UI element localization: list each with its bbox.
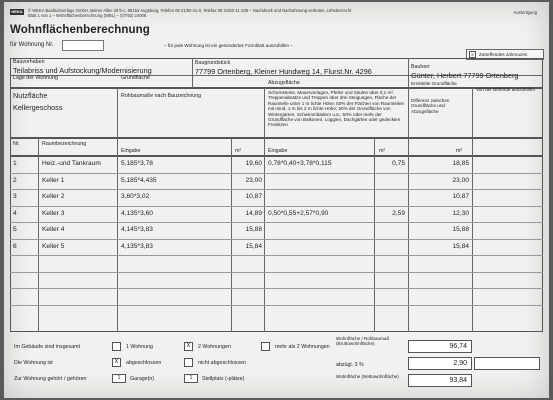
mark-applicable-label: Zutreffendes ankreuzen xyxy=(479,52,528,57)
differenz-label: Differenz zwischen Grundfläche und Abzugsfläche xyxy=(411,98,450,114)
bauvorhaben-value: Teilabriss und Aufstockung/Modernisierung xyxy=(13,66,152,75)
option-mehr-label: mehr als 2 Wohnungen xyxy=(275,344,330,350)
table-cell-ergebnis: 15,84 xyxy=(452,243,469,250)
table-cell-raum: Keller 2 xyxy=(42,193,65,200)
abzug-value: 2,90 xyxy=(408,357,472,370)
table-cell-eingabe: 4,135*3,83 xyxy=(121,243,153,250)
table-cell-ergebnis: 18,85 xyxy=(452,160,469,167)
form-instruction: – für jede Wohnung ist ein gesondertes Formblatt auszufüllen – xyxy=(164,43,293,48)
option-2-wohnungen-label: 2 Wohnungen xyxy=(198,344,231,350)
nicht-abgeschlossen-checkbox[interactable] xyxy=(184,358,193,367)
nicht-abgeschlossen-label: nicht abgeschlossen xyxy=(198,360,246,366)
garagen-label: Garage(n) xyxy=(130,376,155,382)
garagen-count-field[interactable]: 1 xyxy=(112,374,126,383)
lage-label: Lage der Wohnung xyxy=(13,75,58,81)
publisher-logo: HEKA xyxy=(11,9,23,14)
table-cell-m2: 14,89 xyxy=(245,210,262,217)
table-cell-abzug_m2: 2,59 xyxy=(392,210,405,217)
row-divider xyxy=(10,239,543,240)
behoerde-field[interactable] xyxy=(474,357,540,370)
bauvorhaben-label: Bauvorhaben xyxy=(13,59,45,65)
col-eingabe-header: Eingabe xyxy=(121,148,141,154)
table-cell-m2: 15,88 xyxy=(245,226,262,233)
form-sheet xyxy=(4,2,549,398)
table-cell-ergebnis: 10,87 xyxy=(452,193,469,200)
table-cell-raum: Keller 3 xyxy=(42,210,65,217)
table-cell-m2: 10,87 xyxy=(245,193,262,200)
table-cell-nr: 1 xyxy=(13,160,17,167)
publisher-info xyxy=(28,8,408,18)
table-cell-nr: 5 xyxy=(13,226,17,233)
copy-label: Ausfertigung xyxy=(513,10,537,15)
table-cell-raum: Keller 1 xyxy=(42,177,65,184)
row-divider xyxy=(10,189,543,190)
table-cell-abzug: 0,50*0,55+2,57*0,90 xyxy=(268,210,329,217)
table-cell-raum: Keller 4 xyxy=(42,226,65,233)
flat-number-label: für Wohnung Nr. xyxy=(10,42,54,48)
table-cell-eingabe: 5,185*4,435 xyxy=(121,177,157,184)
table-cell-eingabe: 3,60*3,02 xyxy=(121,193,150,200)
gebaeude-label: Im Gebäude sind insgesamt xyxy=(14,344,80,350)
row-divider xyxy=(10,288,543,289)
sheet-line: Blatt 1 von 1 – Wohnflächenberechnung (WBL) – (07/92) 24006 xyxy=(28,13,147,18)
row-divider xyxy=(10,173,543,174)
option-2-wohnungen-checkbox[interactable]: X xyxy=(184,342,193,351)
col-nr-header: Nr. xyxy=(13,141,20,147)
row-divider xyxy=(10,206,543,207)
form-title: Wohnflächenberechnung xyxy=(10,24,150,36)
netto-value: 93,84 xyxy=(408,374,472,387)
table-cell-eingabe: 4,135*3,60 xyxy=(121,210,153,217)
col-m2-header: m² xyxy=(235,148,242,154)
bauherr-value: Günter, Herbert 77799 Ortenberg xyxy=(411,71,519,80)
table-cell-nr: 4 xyxy=(13,210,17,217)
netto-label: Wohnfläche (Nettowohnfläche) xyxy=(336,374,399,379)
table-cell-m2: 23,00 xyxy=(245,177,262,184)
table-cell-ergebnis: 15,88 xyxy=(452,226,469,233)
publisher-line: © WEKA Baufachverlage GmbH, Beiner Allee 28 b-c, 86153 Augsburg, Telefon 08 21/50 41-0, Telefax 08 21/50 41-108 – Nachdruck und Nachahmung verboten, Urheberrecht xyxy=(28,8,352,13)
behoerde-label: Von der Behörde auszufüllen xyxy=(476,87,535,92)
option-1-wohnung-checkbox[interactable] xyxy=(112,342,121,351)
table-cell-nr: 2 xyxy=(13,177,17,184)
table-cell-ergebnis: 23,00 xyxy=(452,177,469,184)
zugehoert-label: Zur Wohnung gehört / gehören xyxy=(14,376,87,382)
table-cell-abzug_m2: 0,75 xyxy=(392,160,405,167)
table-cell-eingabe: 4,145*3,83 xyxy=(121,226,153,233)
table-cell-eingabe: 5,185*3,78 xyxy=(121,160,153,167)
table-cell-raum: Keller 5 xyxy=(42,243,65,250)
col-eingabe2-header: Eingabe xyxy=(268,148,288,154)
lage-value-kellergeschoss: Kellergeschoss xyxy=(13,103,63,112)
abzug-description: Schornsteine, Mauervorlagen, Pfeiler und Säulen über 0,1 m², Treppenabsätze und Treppen über drei Steigungen, Fläche der Raumteile unter 1 m lichte Höhe; 50% der Flächen von Raumteilen mit mind. 1 m bis 2 m lichte Höhe; 50% der Grundfläche von Wintergärten, Schwimmbädern u.ä.; 50% oder mehr der Grundfläche von Balkonen, Loggien, Dachgärten oder gedeckten Freisitzen xyxy=(268,90,405,128)
abzug-percent-label: abzügl. 3 % xyxy=(336,362,364,368)
abzug-label: Abzugsfläche xyxy=(268,80,300,86)
col-raum-header: Raumbezeichnung xyxy=(42,141,87,147)
table-cell-ergebnis: 12,30 xyxy=(452,210,469,217)
grundstueck-label: Baugrundstück xyxy=(195,60,231,66)
row-divider xyxy=(10,305,543,306)
abgeschlossen-label: abgeschlossen xyxy=(126,360,162,366)
ermittelte-label: Ermittelte Grundfläche xyxy=(411,81,457,86)
brutto-label: Wohnfläche / Rohbaumaß (Bruttowohnfläche) xyxy=(336,336,390,347)
grundstueck-value: 77799 Ortenberg, Kleiner Hundweg 14, Flurst.Nr. 4296 xyxy=(195,67,372,76)
table-cell-nr: 3 xyxy=(13,193,17,200)
table-cell-m2: 15,84 xyxy=(245,243,262,250)
lage-value-nutzflaeche: Nutzfläche xyxy=(13,91,48,100)
wohnung-ist-label: Die Wohnung ist xyxy=(14,360,53,366)
option-1-wohnung-label: 1 Wohnung xyxy=(126,344,153,350)
row-divider xyxy=(10,255,543,256)
table-cell-nr: 6 xyxy=(13,243,17,250)
stellplatz-label: Stellplatz (-plätze) xyxy=(202,376,245,382)
abgeschlossen-checkbox[interactable]: X xyxy=(112,358,121,367)
stellplatz-count-field[interactable]: 1 xyxy=(184,374,198,383)
checkbox-x-icon: X xyxy=(469,51,476,58)
col-m2b-header: m² xyxy=(379,148,386,154)
brutto-value: 96,74 xyxy=(408,340,472,353)
table-cell-m2: 19,60 xyxy=(245,160,262,167)
bauherr-label: Bauherr xyxy=(411,64,430,70)
flat-number-input[interactable] xyxy=(62,40,104,51)
option-mehr-checkbox[interactable] xyxy=(261,342,270,351)
row-divider xyxy=(10,222,543,223)
rohbau-label: Rohbaumaße nach Bauzeichnung xyxy=(121,93,202,99)
row-divider xyxy=(10,272,543,273)
col-m2c-header: m² xyxy=(456,148,463,154)
table-cell-raum: Heiz.-und Tankraum xyxy=(42,160,101,167)
grundflaeche-label: Grundfläche xyxy=(121,75,150,81)
table-cell-abzug: 0,78*0,40+3,78*0,115 xyxy=(268,160,332,167)
